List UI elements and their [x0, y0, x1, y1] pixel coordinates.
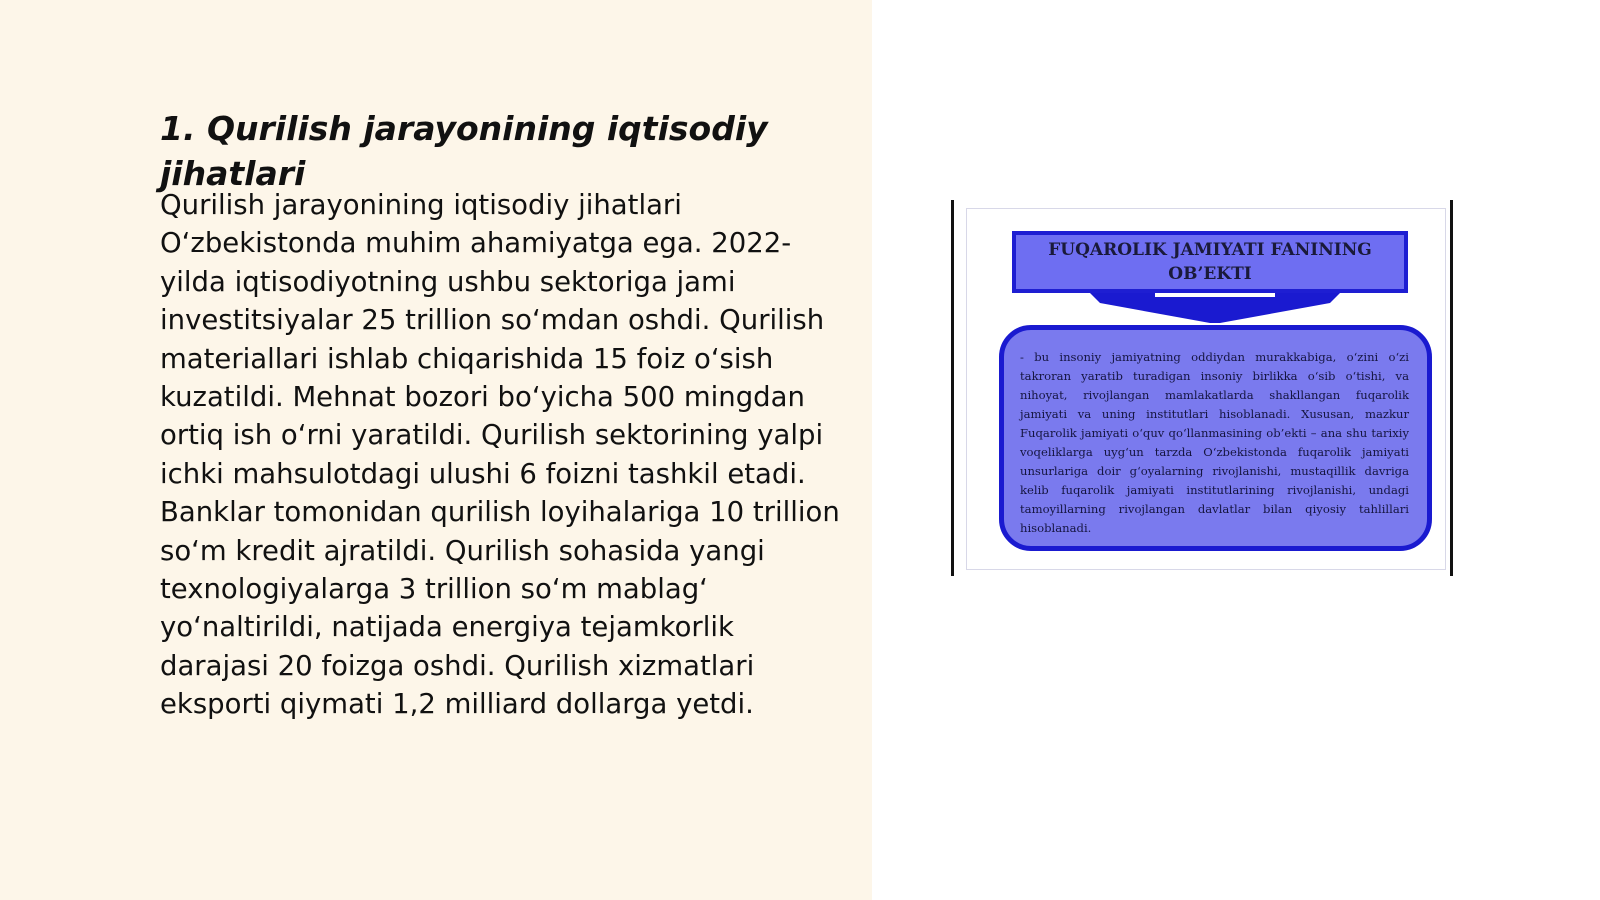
figure-header-box: FUQAROLIK JAMIYATI FANINING OB’EKTI	[1012, 231, 1408, 293]
slide-title: 1. Qurilish jarayonining iqtisodiy jihatlari	[160, 109, 768, 193]
slide-body-text: Qurilish jarayonining iqtisodiy jihatlari O‘zbekistonda muhim ahamiyatga ega. 2022-yilda iqtisodiyotning ushbu sektoriga jami investitsiyalar 25 trillion so‘mdan oshdi. Qurilish materiallari ishlab chiqarishida 15 foiz o‘sish kuzatildi. Mehnat bozori bo‘yicha 500 mingdan ortiq ish o‘rni yaratildi. Qurilish sektorining yalpi ichki mahsulotdagi ulushi 6 foizni tashkil etadi. Banklar tomonidan qurilish loyihalariga 10 trillion so‘m kredit ajratildi. Qurilish sohasida yangi texnologiyalarga 3 trillion so‘m mablag‘ yo‘naltirildi, natijada energiya tejamkorlik darajasi 20 foizga oshdi. Qurilish xizmatlari eksporti qiymati 1,2 milliard dollarga yetdi.	[160, 189, 840, 721]
down-arrow-icon	[1080, 293, 1350, 325]
figure-content-box: - bu insoniy jamiyatning oddiydan murakkabiga, o‘zini o‘zi takroran yaratib turadigan insoniy birlikka o‘sib o‘tishi, va nihoyat, rivojlangan mamlakatlarda shakllangan fuqarolik jamiyati va uning institutlari hisoblanadi. Xususan, mazkur Fuqarolik jamiyati o‘quv qo‘llanmasining ob’ekti – ana shu tarixiy voqeliklarga uyg‘un tarzda O‘zbekistonda fuqarolik jamiyati unsurlariga doir g‘oyalarning rivojlanishi, mustaqillik davriga kelib fuqarolik jamiyati institutlarining rivojlanishi, undagi tamoyillarning rivojlangan davlatlar bilan qiyosiy tahlillari hisoblanadi.	[999, 325, 1432, 551]
